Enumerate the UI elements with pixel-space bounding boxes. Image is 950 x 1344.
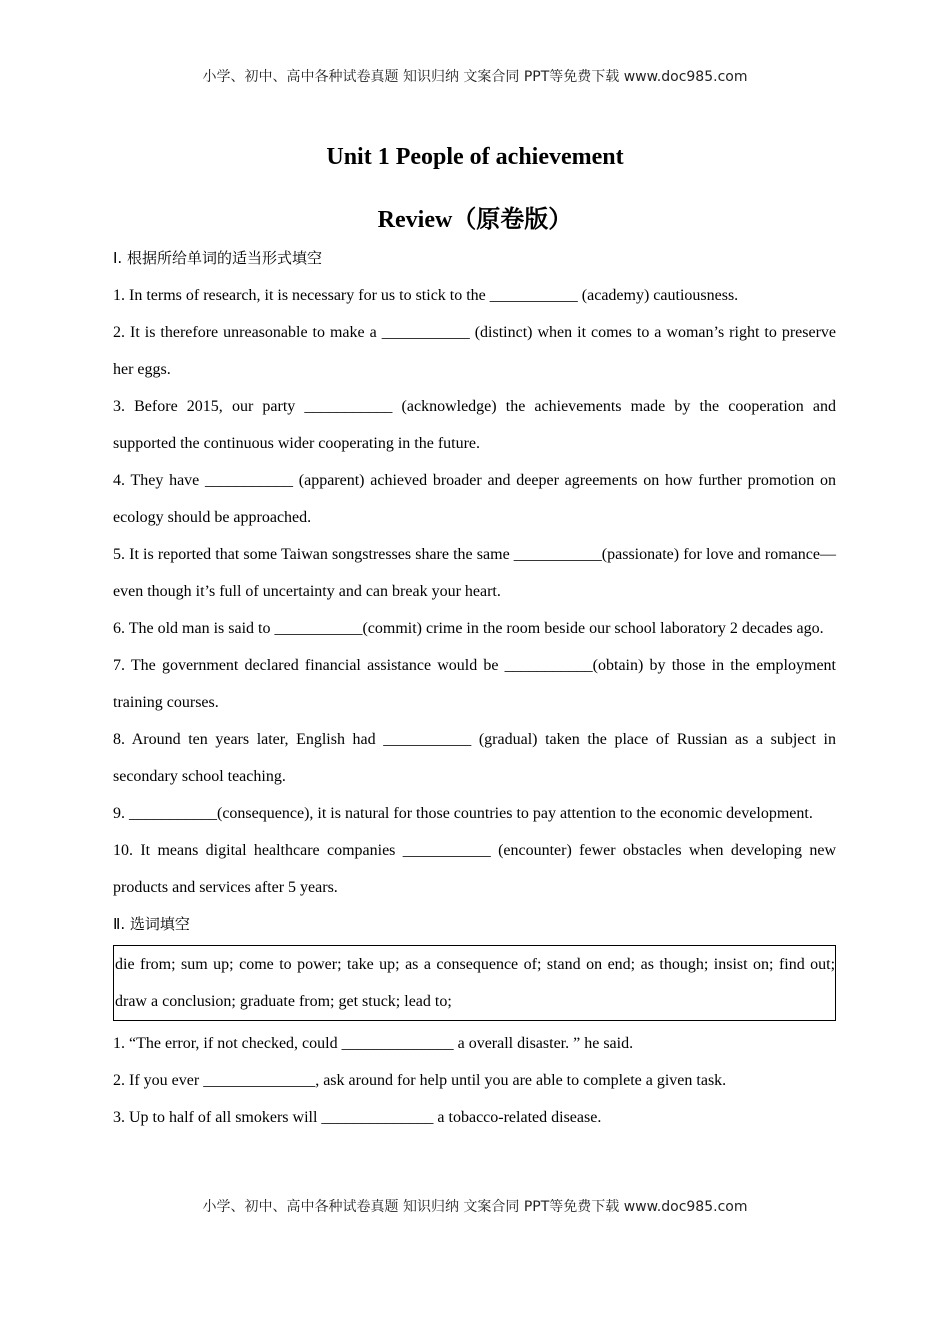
word-bank-item: die from; (115, 956, 176, 973)
word-bank-item: insist on; (713, 956, 774, 973)
page-header: 小学、初中、高中各种试卷真题 知识归纳 文案合同 PPT等免费下载 www.doc985.com (202, 69, 748, 85)
question-2-1: 1. “The error, if not checked, could ______________ a overall disaster. ” he said. (113, 1035, 634, 1052)
question-1-1: 1. In terms of research, it is necessary for us to stick to the ___________ (academy) cautiousness. (113, 287, 739, 304)
document-title: Unit 1 People of achievement (326, 144, 624, 170)
question-1-6: 6. The old man is said to ___________(commit) crime in the room beside our school laboratory 2 decades ago. (113, 620, 824, 637)
word-bank-item: sum up; (181, 956, 234, 973)
word-bank-item: graduate from; (239, 993, 335, 1010)
word-bank-item: stand on end; (546, 956, 636, 973)
word-bank-item: as a consequence of; (405, 956, 542, 973)
word-bank-item: get stuck; (338, 993, 401, 1010)
word-bank-item: draw a conclusion; (115, 993, 236, 1010)
question-1-3: 3. Before 2015, our party ___________ (acknowledge) the achievements made by the cooperation and supported the continuous wider cooperating in the future. (113, 398, 836, 452)
question-2-2: 2. If you ever ______________, ask around for help until you are able to complete a given task. (113, 1072, 727, 1089)
word-bank-item: find out; (778, 956, 836, 973)
question-1-5: 5. It is reported that some Taiwan songstresses share the same ___________(passionate) for love and romance—even though it’s full of uncertainty and can break your heart. (113, 546, 836, 600)
section-1-heading: Ⅰ. 根据所给单词的适当形式填空 (113, 249, 322, 267)
word-bank-item: take up; (347, 956, 400, 973)
question-1-9: 9. ___________(consequence), it is natural for those countries to pay attention to the economic development. (113, 805, 813, 822)
word-bank-item: as though; (640, 956, 709, 973)
question-1-2: 2. It is therefore unreasonable to make a ___________ (distinct) when it comes to a woman’s right to preserve her eggs. (113, 324, 836, 378)
document-body (113, 240, 836, 1136)
word-bank-item: come to power; (239, 956, 342, 973)
section-2-heading: Ⅱ. 选词填空 (113, 915, 190, 933)
question-2-3: 3. Up to half of all smokers will ______________ a tobacco-related disease. (113, 1109, 602, 1126)
question-1-7: 7. The government declared financial assistance would be ___________(obtain) by those in the employment training courses. (113, 657, 836, 711)
word-bank-item: lead to; (404, 993, 452, 1010)
document-subtitle: Review（原卷版） (377, 207, 573, 233)
page-footer: 小学、初中、高中各种试卷真题 知识归纳 文案合同 PPT等免费下载 www.doc985.com (202, 1199, 748, 1215)
question-1-4: 4. They have ___________ (apparent) achieved broader and deeper agreements on how further promotion on ecology should be approached. (113, 472, 836, 526)
word-bank (113, 945, 836, 1021)
question-1-8: 8. Around ten years later, English had ___________ (gradual) taken the place of Russian as a subject in secondary school teaching. (113, 731, 836, 785)
question-1-10: 10. It means digital healthcare companies ___________ (encounter) fewer obstacles when developing new products and services after 5 years. (113, 842, 836, 896)
